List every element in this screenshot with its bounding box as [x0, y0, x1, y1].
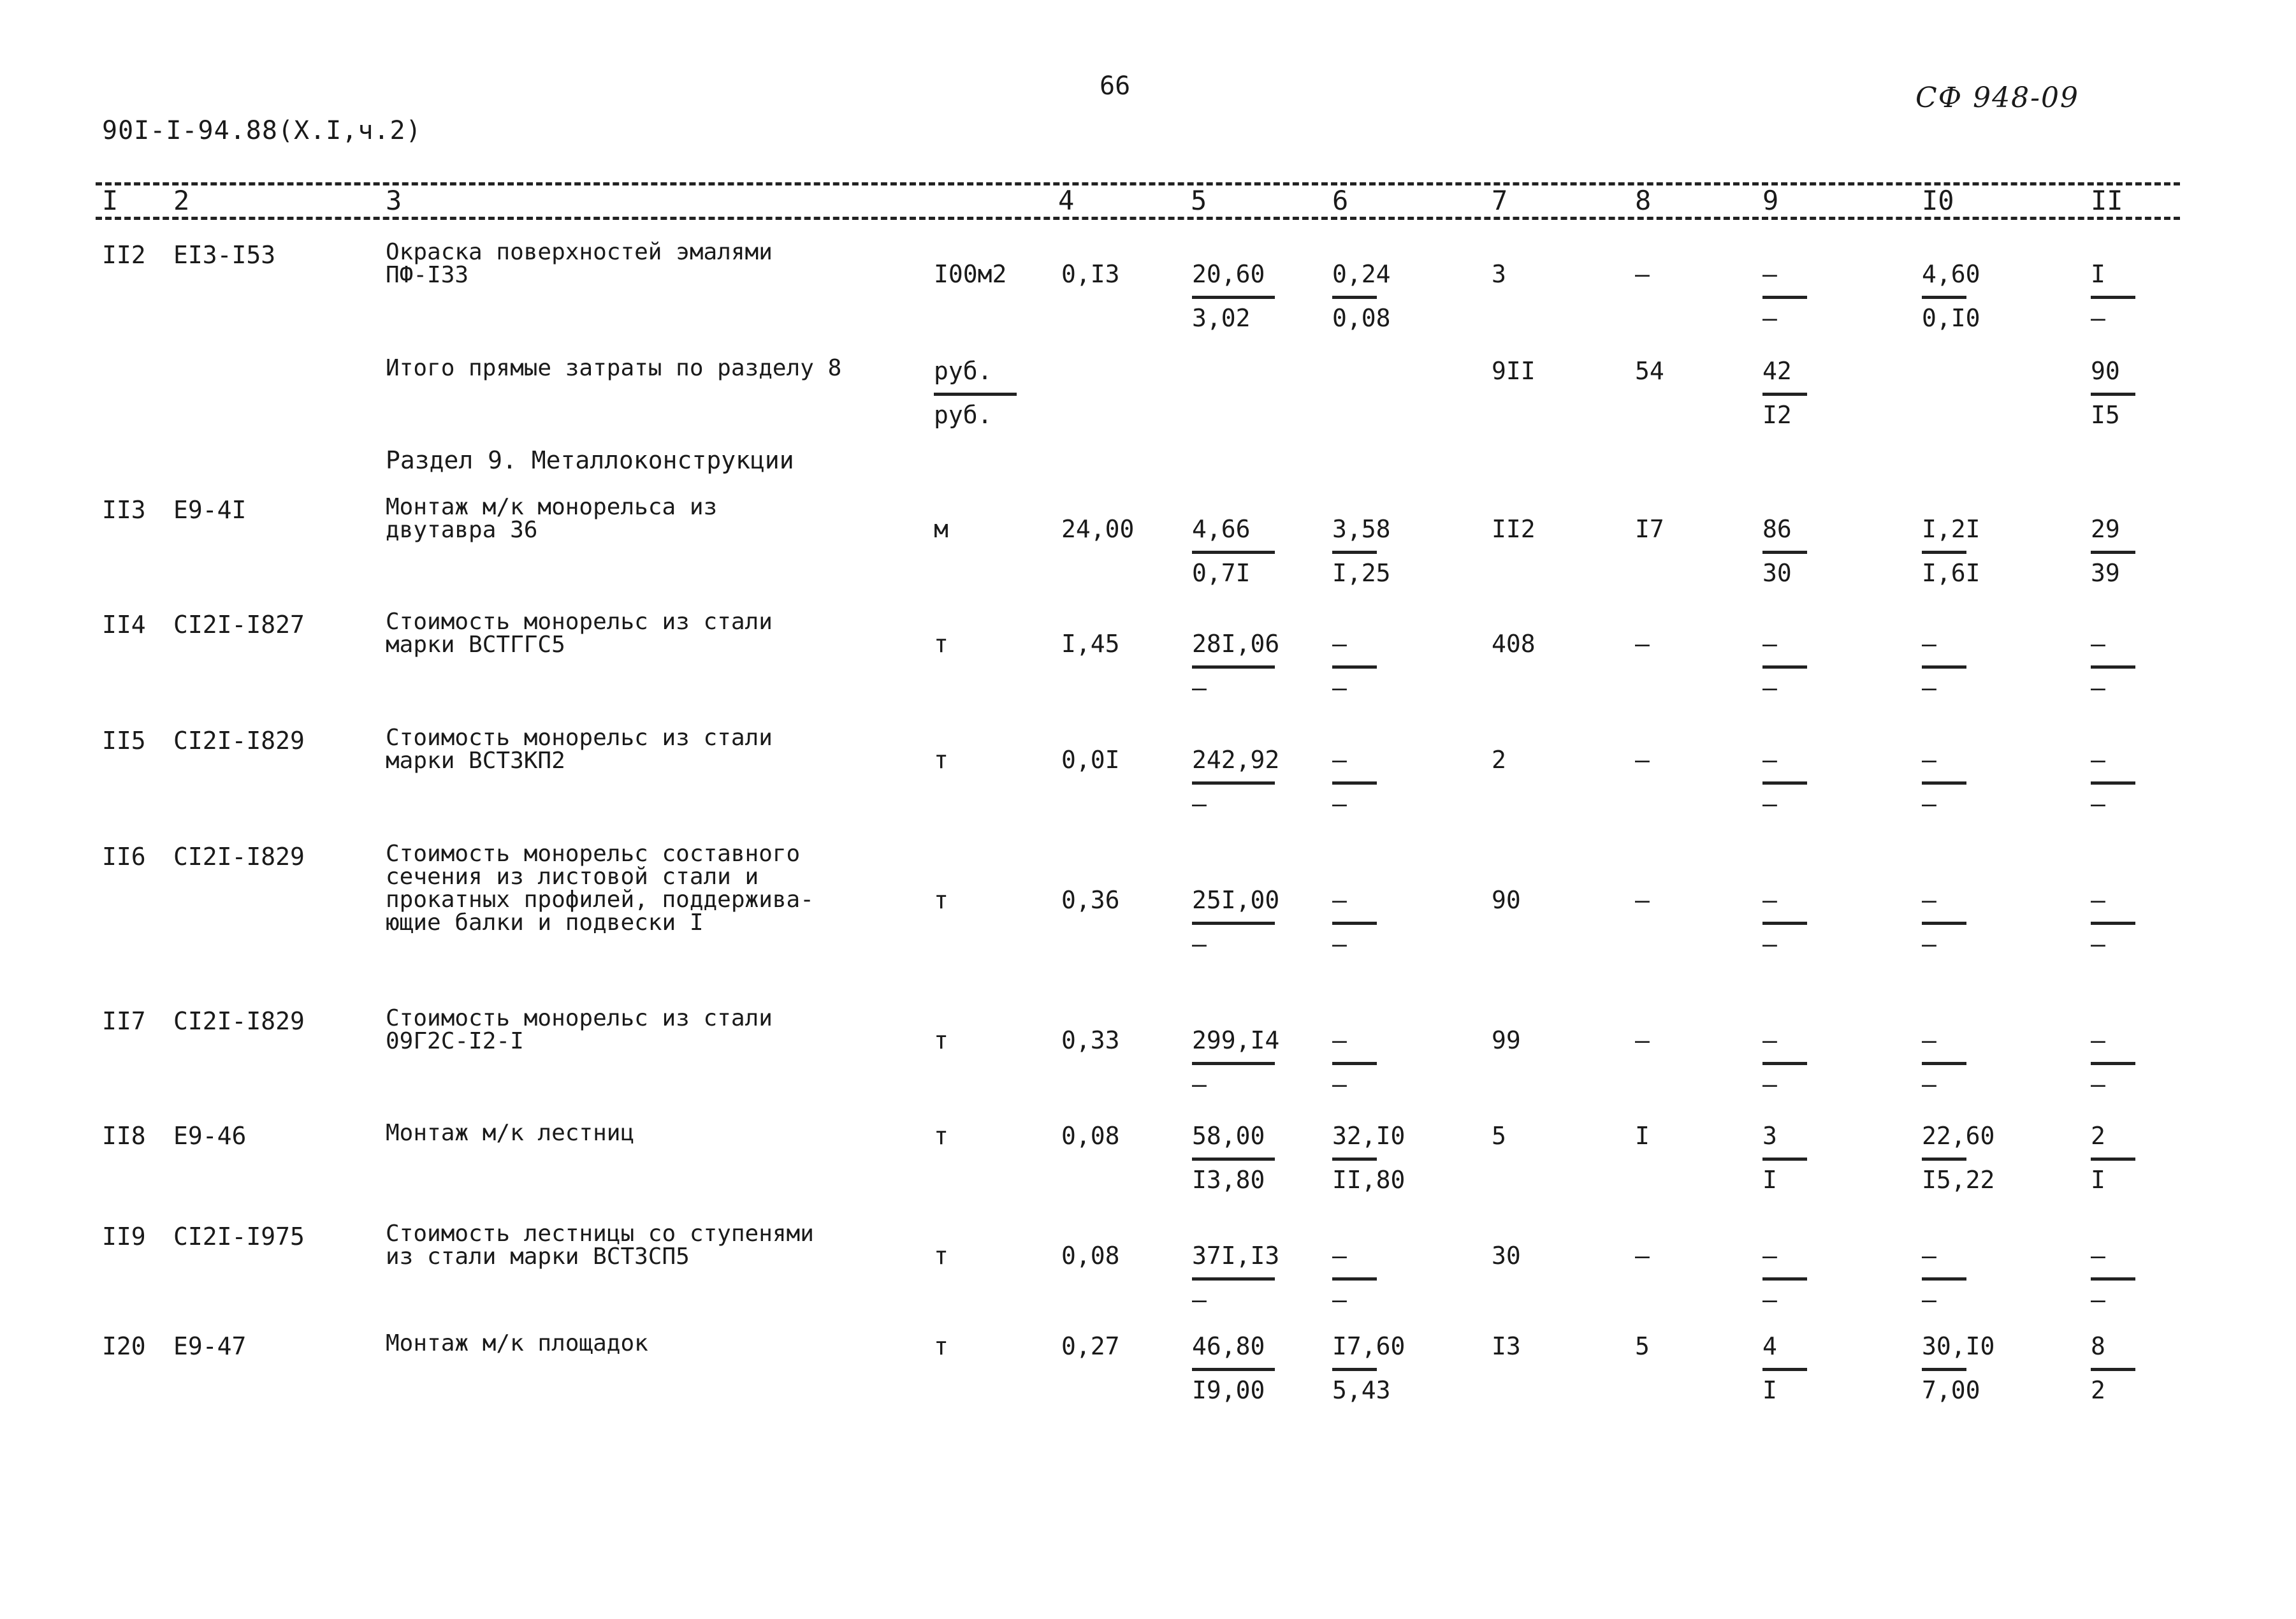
wage-cost-fraction-bar — [1332, 296, 1377, 299]
total-cost: II2 — [1492, 515, 1536, 543]
labor-total-numerator: 2 — [2091, 1122, 2105, 1150]
machine-cost-fraction-bar — [1762, 393, 1807, 396]
work-description: Монтаж м/к площадок — [386, 1330, 648, 1356]
labor-unit — [1922, 886, 2024, 962]
unit: т — [934, 1332, 948, 1360]
machine-cost-denominator: – — [1762, 930, 1777, 958]
unit-cost — [1192, 1026, 1294, 1102]
unit-fraction-bar — [934, 393, 1017, 396]
work-description: Стоимость монорельс из стали 09Г2С-I2-I — [386, 1005, 773, 1054]
machine-cost-fraction-bar — [1762, 551, 1807, 554]
rate-code: CI2I-I827 — [173, 611, 305, 639]
machine-cost-numerator: – — [1762, 1242, 1777, 1270]
unit-cost-denominator: I3,80 — [1192, 1166, 1265, 1194]
rate-code: CI2I-I829 — [173, 1007, 305, 1035]
unit: т — [934, 630, 948, 658]
work-description: Стоимость лестницы со ступенями из стали марки ВСТ3СП5 — [386, 1221, 814, 1270]
labor-unit-fraction-bar — [1922, 1368, 1966, 1371]
unit: т — [934, 886, 948, 914]
labor-unit-denominator: 7,00 — [1922, 1376, 1980, 1404]
column-header-10: I0 — [1922, 185, 1954, 216]
labor-unit — [1922, 1026, 2024, 1102]
labor-unit-numerator: – — [1922, 1026, 1936, 1054]
wage-cost-denominator: – — [1332, 930, 1347, 958]
labor-unit-fraction-bar — [1922, 1277, 1966, 1281]
unit-cost — [1192, 1122, 1294, 1198]
machine-cost — [1762, 260, 1864, 336]
wage-cost-numerator: I7,60 — [1332, 1332, 1406, 1360]
document-code: 90I-I-94.88(X.I,ч.2) — [102, 116, 422, 145]
column-header-1: I — [102, 185, 119, 216]
row-number: II9 — [102, 1223, 146, 1251]
wage-cost-denominator: 5,43 — [1332, 1376, 1391, 1404]
labor-total-denominator: 2 — [2091, 1376, 2105, 1404]
wage-cost-fraction-bar — [1332, 1368, 1377, 1371]
labor-unit-denominator: – — [1922, 1070, 1936, 1098]
unit-cost-fraction-bar — [1192, 1062, 1275, 1065]
labor-unit-denominator: – — [1922, 674, 1936, 702]
unit-cost — [1192, 1242, 1294, 1318]
quantity: 0,33 — [1061, 1026, 1120, 1054]
labor-total-numerator: I — [2091, 260, 2105, 288]
unit-cost-numerator: 299,I4 — [1192, 1026, 1280, 1054]
wage-cost — [1332, 1122, 1434, 1198]
machine-cost-denominator: – — [1762, 790, 1777, 818]
wage-cost — [1332, 515, 1434, 591]
wage-cost — [1332, 1242, 1434, 1318]
wages-total: I — [1635, 1122, 1650, 1150]
unit-cost-denominator: – — [1192, 674, 1207, 702]
wages-total: – — [1635, 1242, 1650, 1270]
labor-total-fraction-bar — [2091, 1158, 2135, 1161]
quantity: 0,27 — [1061, 1332, 1120, 1360]
total-cost: 9II — [1492, 357, 1536, 385]
total-cost: 99 — [1492, 1026, 1521, 1054]
column-header-9: 9 — [1762, 185, 1779, 216]
machine-cost — [1762, 1122, 1864, 1198]
unit-cost-denominator: – — [1192, 790, 1207, 818]
header-top-rule — [96, 182, 2180, 185]
unit-cost-numerator: 242,92 — [1192, 746, 1280, 774]
wages-total: – — [1635, 886, 1650, 914]
wage-cost-denominator: I,25 — [1332, 559, 1391, 587]
machine-cost-denominator: 30 — [1762, 559, 1792, 587]
unit: м — [934, 515, 948, 543]
labor-unit-numerator: – — [1922, 886, 1936, 914]
wages-total: – — [1635, 746, 1650, 774]
wage-cost-numerator: 32,I0 — [1332, 1122, 1406, 1150]
unit-cost-fraction-bar — [1192, 1158, 1275, 1161]
unit-cost-denominator: – — [1192, 1286, 1207, 1314]
labor-total-denominator: I5 — [2091, 401, 2120, 429]
wage-cost-denominator: – — [1332, 1070, 1347, 1098]
wage-cost — [1332, 630, 1434, 706]
machine-cost-numerator: 86 — [1762, 515, 1792, 543]
total-cost: 30 — [1492, 1242, 1521, 1270]
labor-unit-numerator: 30,I0 — [1922, 1332, 1995, 1360]
machine-cost-numerator: 4 — [1762, 1332, 1777, 1360]
machine-cost-fraction-bar — [1762, 1062, 1807, 1065]
column-header-4: 4 — [1058, 185, 1075, 216]
unit-cost-denominator: I9,00 — [1192, 1376, 1265, 1404]
labor-total-fraction-bar — [2091, 1277, 2135, 1281]
unit-cost-fraction-bar — [1192, 922, 1275, 925]
rate-code: CI2I-I829 — [173, 843, 305, 871]
row-number: II4 — [102, 611, 146, 639]
labor-total — [2091, 1242, 2193, 1318]
unit — [934, 357, 1036, 433]
labor-total — [2091, 1332, 2193, 1408]
quantity: 0,0I — [1061, 746, 1120, 774]
wages-total: – — [1635, 1026, 1650, 1054]
labor-unit-numerator: – — [1922, 630, 1936, 658]
unit: т — [934, 746, 948, 774]
column-header-6: 6 — [1332, 185, 1349, 216]
work-description: Стоимость монорельс из стали марки ВСТГГС5 — [386, 609, 773, 658]
handwritten-code: СФ 948-09 — [1915, 82, 2080, 114]
wages-total: 54 — [1635, 357, 1664, 385]
machine-cost-numerator: 3 — [1762, 1122, 1777, 1150]
labor-unit-denominator: – — [1922, 1286, 1936, 1314]
row-number: II8 — [102, 1122, 146, 1150]
wages-total: 5 — [1635, 1332, 1650, 1360]
wage-cost-denominator: – — [1332, 790, 1347, 818]
unit-denominator: руб. — [934, 401, 992, 429]
column-header-7: 7 — [1492, 185, 1508, 216]
total-cost: 5 — [1492, 1122, 1506, 1150]
labor-total-denominator: 39 — [2091, 559, 2120, 587]
quantity: 0,08 — [1061, 1122, 1120, 1150]
labor-unit-numerator: 4,60 — [1922, 260, 1980, 288]
machine-cost-fraction-bar — [1762, 665, 1807, 669]
total-cost: 408 — [1492, 630, 1536, 658]
machine-cost — [1762, 1242, 1864, 1318]
wage-cost-denominator: 0,08 — [1332, 304, 1391, 332]
machine-cost-denominator: I2 — [1762, 401, 1792, 429]
rate-code: CI2I-I975 — [173, 1223, 305, 1251]
work-description: Монтаж м/к лестниц — [386, 1120, 635, 1146]
labor-total-denominator: – — [2091, 674, 2105, 702]
machine-cost-numerator: – — [1762, 746, 1777, 774]
wages-total: I7 — [1635, 515, 1664, 543]
labor-total-fraction-bar — [2091, 1368, 2135, 1371]
machine-cost-denominator: I — [1762, 1376, 1777, 1404]
labor-total-denominator: – — [2091, 930, 2105, 958]
work-description: Итого прямые затраты по разделу 8 — [386, 355, 842, 381]
machine-cost — [1762, 1332, 1864, 1408]
section-title: Раздел 9. Металлоконструкции — [386, 446, 794, 474]
machine-cost-fraction-bar — [1762, 296, 1807, 299]
labor-unit-fraction-bar — [1922, 781, 1966, 785]
row-number: II2 — [102, 241, 146, 269]
machine-cost-denominator: – — [1762, 1286, 1777, 1314]
row-number: II3 — [102, 496, 146, 524]
labor-total — [2091, 260, 2193, 336]
labor-total — [2091, 357, 2193, 433]
total-cost: 90 — [1492, 886, 1521, 914]
unit-cost-numerator: 20,60 — [1192, 260, 1265, 288]
wage-cost-fraction-bar — [1332, 1158, 1377, 1161]
machine-cost-fraction-bar — [1762, 1277, 1807, 1281]
rate-code: E9-46 — [173, 1122, 247, 1150]
wage-cost-denominator: – — [1332, 674, 1347, 702]
wage-cost — [1332, 1026, 1434, 1102]
labor-total-fraction-bar — [2091, 296, 2135, 299]
machine-cost — [1762, 1026, 1864, 1102]
machine-cost-denominator: – — [1762, 1070, 1777, 1098]
labor-unit-fraction-bar — [1922, 665, 1966, 669]
unit-cost-denominator: – — [1192, 930, 1207, 958]
wage-cost-denominator: – — [1332, 1286, 1347, 1314]
quantity: I,45 — [1061, 630, 1120, 658]
wage-cost-fraction-bar — [1332, 551, 1377, 554]
unit-cost — [1192, 746, 1294, 822]
labor-total-fraction-bar — [2091, 781, 2135, 785]
labor-unit-numerator: 22,60 — [1922, 1122, 1995, 1150]
unit: т — [934, 1122, 948, 1150]
labor-unit-fraction-bar — [1922, 551, 1966, 554]
column-header-8: 8 — [1635, 185, 1652, 216]
column-header-11: II — [2091, 185, 2123, 216]
wages-total: – — [1635, 630, 1650, 658]
machine-cost-numerator: – — [1762, 630, 1777, 658]
machine-cost — [1762, 746, 1864, 822]
labor-total-numerator: – — [2091, 886, 2105, 914]
work-description: Стоимость монорельс из стали марки ВСТ3КП2 — [386, 725, 773, 774]
wage-cost-numerator: – — [1332, 886, 1347, 914]
labor-unit-denominator: I5,22 — [1922, 1166, 1995, 1194]
labor-total — [2091, 1122, 2193, 1198]
work-description: Окраска поверхностей эмалями ПФ-I33 — [386, 239, 773, 288]
unit-cost — [1192, 1332, 1294, 1408]
labor-total-fraction-bar — [2091, 393, 2135, 396]
labor-total-numerator: – — [2091, 1026, 2105, 1054]
labor-unit-numerator: – — [1922, 1242, 1936, 1270]
rate-code: EI3-I53 — [173, 241, 276, 269]
wage-cost-numerator: – — [1332, 1026, 1347, 1054]
machine-cost-numerator: 42 — [1762, 357, 1792, 385]
labor-total-numerator: – — [2091, 746, 2105, 774]
machine-cost-fraction-bar — [1762, 1158, 1807, 1161]
unit-cost — [1192, 886, 1294, 962]
labor-total-numerator: 90 — [2091, 357, 2120, 385]
wage-cost-numerator: – — [1332, 746, 1347, 774]
unit-cost-denominator: 0,7I — [1192, 559, 1251, 587]
unit: т — [934, 1026, 948, 1054]
page-number: 66 — [1100, 71, 1131, 101]
unit-cost-fraction-bar — [1192, 1368, 1275, 1371]
unit-numerator: руб. — [934, 357, 992, 385]
row-number: I20 — [102, 1332, 146, 1360]
machine-cost-denominator: – — [1762, 674, 1777, 702]
labor-total — [2091, 515, 2193, 591]
wage-cost-fraction-bar — [1332, 922, 1377, 925]
wage-cost-fraction-bar — [1332, 1277, 1377, 1281]
unit: I00м2 — [934, 260, 1007, 288]
quantity: 0,08 — [1061, 1242, 1120, 1270]
labor-total-denominator: – — [2091, 790, 2105, 818]
labor-total-fraction-bar — [2091, 1062, 2135, 1065]
unit-cost-denominator: 3,02 — [1192, 304, 1251, 332]
wage-cost — [1332, 260, 1434, 336]
labor-unit-fraction-bar — [1922, 296, 1966, 299]
labor-total-denominator: – — [2091, 1286, 2105, 1314]
labor-unit — [1922, 630, 2024, 706]
labor-unit-numerator: I,2I — [1922, 515, 1980, 543]
machine-cost — [1762, 630, 1864, 706]
unit-cost-fraction-bar — [1192, 665, 1275, 669]
unit-cost-numerator: 58,00 — [1192, 1122, 1265, 1150]
labor-unit — [1922, 260, 2024, 336]
labor-total-numerator: 8 — [2091, 1332, 2105, 1360]
labor-total — [2091, 746, 2193, 822]
labor-unit-numerator: – — [1922, 746, 1936, 774]
rate-code: E9-4I — [173, 496, 247, 524]
wage-cost-numerator: 3,58 — [1332, 515, 1391, 543]
machine-cost-numerator: – — [1762, 260, 1777, 288]
labor-total-numerator: – — [2091, 1242, 2105, 1270]
wage-cost-numerator: – — [1332, 630, 1347, 658]
unit: т — [934, 1242, 948, 1270]
unit-cost-fraction-bar — [1192, 296, 1275, 299]
unit-cost-denominator: – — [1192, 1070, 1207, 1098]
wage-cost-fraction-bar — [1332, 1062, 1377, 1065]
labor-unit — [1922, 515, 2024, 591]
labor-unit — [1922, 1332, 2024, 1408]
unit-cost-numerator: 25I,00 — [1192, 886, 1280, 914]
wage-cost-fraction-bar — [1332, 781, 1377, 785]
unit-cost-numerator: 4,66 — [1192, 515, 1251, 543]
machine-cost-fraction-bar — [1762, 1368, 1807, 1371]
labor-total — [2091, 886, 2193, 962]
work-description: Стоимость монорельс составного сечения из листовой стали и прокатных профилей, поддержива- ющие балки и подвески I — [386, 841, 814, 936]
unit-cost-fraction-bar — [1192, 1277, 1275, 1281]
quantity: 0,I3 — [1061, 260, 1120, 288]
row-number: II7 — [102, 1007, 146, 1035]
labor-total-fraction-bar — [2091, 922, 2135, 925]
machine-cost-fraction-bar — [1762, 781, 1807, 785]
labor-unit-denominator: – — [1922, 790, 1936, 818]
wage-cost — [1332, 1332, 1434, 1408]
machine-cost-numerator: – — [1762, 1026, 1777, 1054]
labor-total-numerator: – — [2091, 630, 2105, 658]
header-bottom-rule — [96, 217, 2180, 220]
row-number: II5 — [102, 727, 146, 755]
machine-cost-denominator: – — [1762, 304, 1777, 332]
quantity: 24,00 — [1061, 515, 1135, 543]
machine-cost — [1762, 886, 1864, 962]
unit-cost-numerator: 37I,I3 — [1192, 1242, 1280, 1270]
column-header-3: 3 — [386, 185, 402, 216]
labor-total — [2091, 1026, 2193, 1102]
machine-cost-fraction-bar — [1762, 922, 1807, 925]
labor-total-denominator: – — [2091, 1070, 2105, 1098]
wage-cost-fraction-bar — [1332, 665, 1377, 669]
labor-unit-fraction-bar — [1922, 1158, 1966, 1161]
unit-cost-fraction-bar — [1192, 551, 1275, 554]
quantity: 0,36 — [1061, 886, 1120, 914]
unit-cost — [1192, 630, 1294, 706]
wage-cost-numerator: – — [1332, 1242, 1347, 1270]
labor-unit-fraction-bar — [1922, 922, 1966, 925]
rate-code: E9-47 — [173, 1332, 247, 1360]
labor-unit-denominator: 0,I0 — [1922, 304, 1980, 332]
row-number: II6 — [102, 843, 146, 871]
labor-total-numerator: 29 — [2091, 515, 2120, 543]
machine-cost-denominator: I — [1762, 1166, 1777, 1194]
wages-total: – — [1635, 260, 1650, 288]
unit-cost-numerator: 46,80 — [1192, 1332, 1265, 1360]
wage-cost — [1332, 886, 1434, 962]
labor-unit — [1922, 746, 2024, 822]
labor-unit — [1922, 1122, 2024, 1198]
labor-total — [2091, 630, 2193, 706]
unit-cost-numerator: 28I,06 — [1192, 630, 1280, 658]
work-description: Монтаж м/к монорельса из двутавра 36 — [386, 494, 718, 543]
labor-total-denominator: – — [2091, 304, 2105, 332]
total-cost: 3 — [1492, 260, 1506, 288]
labor-unit — [1922, 1242, 2024, 1318]
machine-cost — [1762, 357, 1864, 433]
machine-cost — [1762, 515, 1864, 591]
total-cost: I3 — [1492, 1332, 1521, 1360]
column-header-2: 2 — [173, 185, 190, 216]
machine-cost-numerator: – — [1762, 886, 1777, 914]
wage-cost — [1332, 746, 1434, 822]
column-header-5: 5 — [1191, 185, 1207, 216]
unit-cost — [1192, 260, 1294, 336]
labor-unit-fraction-bar — [1922, 1062, 1966, 1065]
unit-cost — [1192, 515, 1294, 591]
labor-total-fraction-bar — [2091, 665, 2135, 669]
wage-cost-numerator: 0,24 — [1332, 260, 1391, 288]
wage-cost-denominator: II,80 — [1332, 1166, 1406, 1194]
rate-code: CI2I-I829 — [173, 727, 305, 755]
labor-total-fraction-bar — [2091, 551, 2135, 554]
labor-unit-denominator: – — [1922, 930, 1936, 958]
labor-unit-denominator: I,6I — [1922, 559, 1980, 587]
total-cost: 2 — [1492, 746, 1506, 774]
unit-cost-fraction-bar — [1192, 781, 1275, 785]
labor-total-denominator: I — [2091, 1166, 2105, 1194]
